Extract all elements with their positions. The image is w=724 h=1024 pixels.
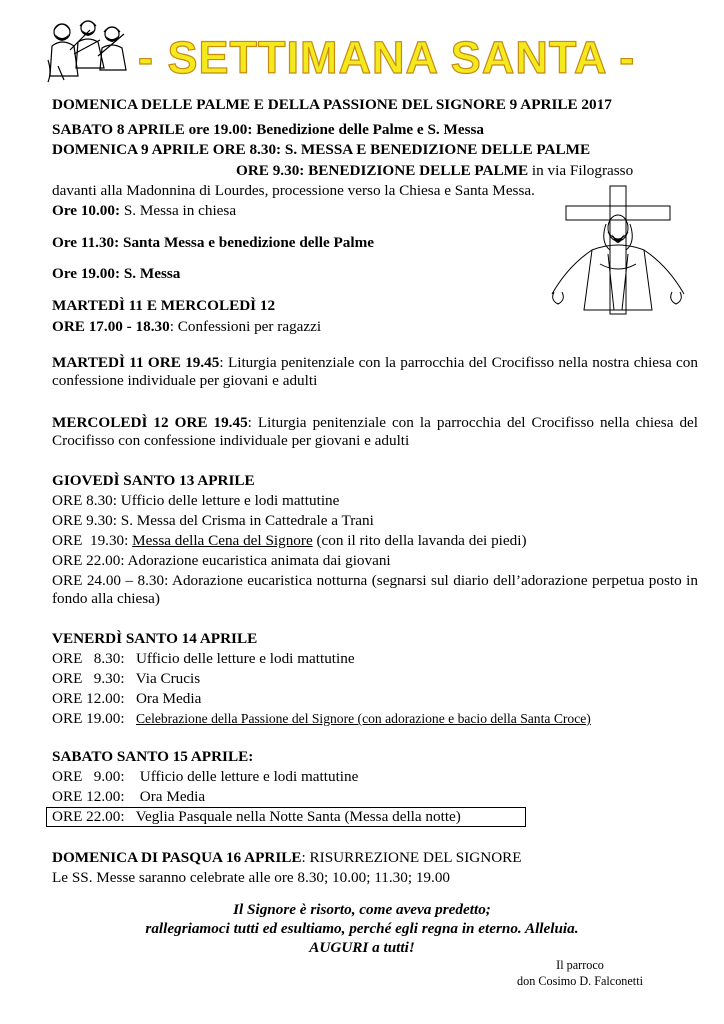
giovedi-cena-del-signore: Messa della Cena del Signore [132, 532, 313, 549]
giovedi-line-3 [52, 532, 527, 550]
ore-1000-bold: Ore 10.00: [52, 202, 121, 219]
giovedi-heading: GIOVEDÌ SANTO 13 APRILE [52, 472, 255, 489]
page-title: - SETTIMANA SANTA - [138, 32, 636, 83]
venerdi-line-2: ORE 9.30: Via Crucis [52, 670, 201, 687]
closing-line-1: Il Signore è risorto, come aveva predetto; [233, 901, 491, 918]
confessioni-time: ORE 17.00 - 18.30 [52, 318, 170, 335]
ore-1900-line: Ore 19.00: S. Messa [52, 265, 181, 282]
mart-merc-heading: MARTEDÌ 11 E MERCOLEDÌ 12 [52, 297, 276, 314]
giovedi-line-4: ORE 22.00: Adorazione eucaristica animata dai giovani [52, 552, 391, 569]
ore-930-bold: ORE 9.30: BENEDIZIONE DELLE PALME [236, 162, 529, 179]
giovedi-line-3-note: (con il rito della lavanda dei piedi) [312, 532, 527, 549]
venerdi-line-4-time: ORE 19.00: [52, 710, 136, 727]
risen-christ-cross-illustration [548, 184, 688, 316]
ore-1000-rest: S. Messa in chiesa [120, 202, 237, 219]
venerdi-celebrazione-passione: Celebrazione della Passione del Signore (con adorazione e bacio della Santa Croce) [135, 711, 591, 726]
signature-role: Il parroco [556, 958, 604, 972]
sabato-8-line: SABATO 8 APRILE ore 19.00: Benedizione delle Palme e S. Messa [52, 121, 484, 138]
martedi-liturgia-paragraph [52, 354, 698, 390]
palme-heading: DOMENICA DELLE PALME E DELLA PASSIONE DEL SIGNORE 9 APRILE 2017 [52, 96, 612, 113]
domenica-9-line: DOMENICA 9 APRILE ORE 8.30: S. MESSA E BENEDIZIONE DELLE PALME [52, 141, 591, 158]
closing-line-2: rallegriamoci tutti ed esultiamo, perché egli regna in eterno. Alleluia. [145, 920, 579, 937]
ore-930-rest: in via Filograsso [528, 162, 634, 179]
venerdi-heading: VENERDÌ SANTO 14 APRILE [52, 630, 258, 647]
palm-procession-illustration [40, 16, 136, 86]
mercoledi-liturgia-paragraph [52, 414, 698, 450]
confessioni-text: : Confessioni per ragazzi [169, 318, 322, 335]
ore-1000-line [52, 202, 236, 220]
mercoledi-liturgia-text: : Liturgia penitenziale con la parrocchia del Crocifisso nella chiesa del Crocifisso con confessione individuale per giovani e adulti [52, 414, 699, 449]
giovedi-line-1: ORE 8.30: Ufficio delle letture e lodi mattutine [52, 492, 340, 509]
martedi-liturgia-time: MARTEDÌ 11 ORE 19.45 [52, 354, 220, 371]
ore-930-continuation: davanti alla Madonnina di Lourdes, processione verso la Chiesa e Santa Messa. [52, 182, 535, 199]
giovedi-line-5: ORE 24.00 – 8.30: Adorazione eucaristica notturna (segnarsi sul diario dell’adorazione perpetua posto in fondo alla chiesa) [52, 572, 698, 607]
sabato-line-2: ORE 12.00: Ora Media [52, 788, 206, 805]
pasqua-line [52, 849, 522, 867]
pasqua-risurrezione: : RISURREZIONE DEL SIGNORE [301, 849, 522, 866]
sabato-heading: SABATO SANTO 15 APRILE: [52, 748, 254, 765]
confessioni-line [52, 318, 321, 336]
giovedi-line-2: ORE 9.30: S. Messa del Crisma in Cattedrale a Trani [52, 512, 374, 529]
closing-greeting: AUGURI a tutti! [309, 939, 415, 956]
ore-1130-line: Ore 11.30: Santa Messa e benedizione delle Palme [52, 234, 374, 251]
pasqua-messe-line: Le SS. Messe saranno celebrate alle ore 8.30; 10.00; 11.30; 19.00 [52, 869, 451, 886]
pasqua-heading: DOMENICA DI PASQUA 16 APRILE [52, 849, 302, 866]
venerdi-line-3: ORE 12.00: Ora Media [52, 690, 202, 707]
mercoledi-liturgia-time: MERCOLEDÌ 12 ORE 19.45 [52, 414, 248, 431]
venerdi-line-1: ORE 8.30: Ufficio delle letture e lodi mattutine [52, 650, 355, 667]
venerdi-line-4 [52, 710, 591, 728]
sabato-line-1: ORE 9.00: Ufficio delle letture e lodi mattutine [52, 768, 359, 785]
ore-930-line [236, 162, 633, 180]
martedi-liturgia-text: : Liturgia penitenziale con la parrocchia del Crocifisso nella nostra chiesa con confessione individuale per giovani e adulti [52, 354, 698, 389]
signature-name: don Cosimo D. Falconetti [517, 974, 643, 988]
sabato-line-3-veglia: ORE 22.00: Veglia Pasquale nella Notte Santa (Messa della notte) [52, 808, 461, 825]
giovedi-line-3-time: ORE 19.30: [52, 532, 133, 549]
